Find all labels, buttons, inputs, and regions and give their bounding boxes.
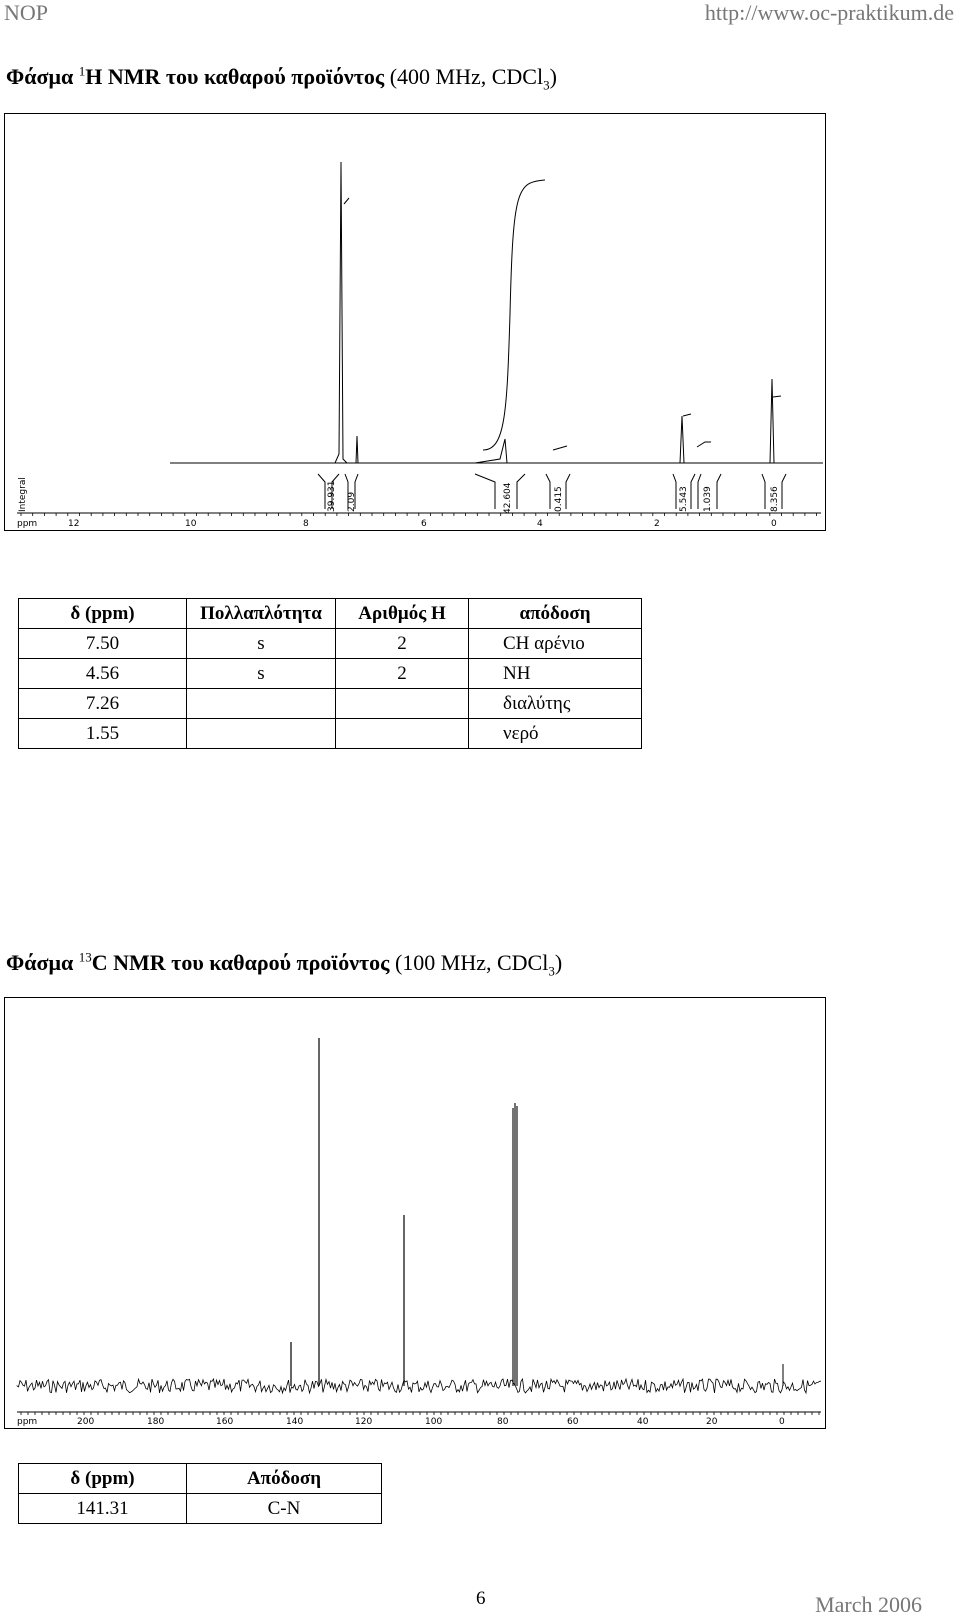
table-cell: CH αρένιο	[469, 629, 642, 659]
col-header-multiplicity: Πολλαπλότητα	[187, 599, 336, 629]
table-cell: s	[187, 629, 336, 659]
table-header-row	[19, 1464, 382, 1494]
table-cell: 2	[336, 659, 469, 689]
c-title-sub: 3	[548, 963, 555, 979]
spectrum-baseline-noise	[17, 1379, 821, 1393]
table-cell: NH	[469, 659, 642, 689]
h-title-close: )	[549, 64, 557, 89]
x-tick-label: 0	[779, 1417, 785, 1427]
c-title-close: )	[554, 950, 563, 975]
table-cell: 7.50	[19, 629, 187, 659]
table-cell: νερό	[469, 719, 642, 749]
integral-label: 42.604	[503, 482, 513, 514]
footer-date: March 2006	[815, 1592, 922, 1617]
h-title-suffix: (400 MHz, CDCl	[389, 64, 544, 89]
x-tick-label: 20	[706, 1417, 718, 1427]
col-header-shift: δ (ppm)	[19, 599, 187, 629]
integral-label: 1.039	[703, 486, 713, 512]
c-nmr-spectrum	[4, 997, 826, 1429]
table-cell: C-N	[187, 1494, 382, 1524]
x-tick-label: 160	[216, 1417, 234, 1427]
x-tick-label: 200	[77, 1417, 95, 1427]
integral-label: 0.415	[554, 486, 564, 512]
y-axis-label: Integral	[18, 477, 28, 512]
integral-label: 39.931	[327, 480, 337, 512]
c-title-prefix: Φάσμα	[6, 950, 74, 975]
h-title-prefix: Φάσμα	[6, 64, 74, 89]
col-header-count: Αριθμός H	[336, 599, 469, 629]
x-tick-label: 140	[286, 1417, 304, 1427]
table-cell: 7.26	[19, 689, 187, 719]
x-tick-label: 60	[567, 1417, 579, 1427]
table-cell: διαλύτης	[469, 689, 642, 719]
c-nmr-title	[6, 949, 563, 979]
x-tick-label: 0	[771, 519, 777, 529]
x-tick-label: 2	[654, 519, 660, 529]
x-tick-label: 4	[537, 519, 543, 529]
x-tick-label: 6	[421, 519, 427, 529]
page-number: 6	[476, 1588, 486, 1609]
h-nmr-title	[6, 63, 557, 93]
integral-label: 8.356	[770, 486, 780, 512]
table-header-row	[19, 599, 642, 629]
header-left: NOP	[4, 0, 49, 25]
x-tick-label: 40	[637, 1417, 649, 1427]
x-tick-label: 8	[303, 519, 309, 529]
c-title-sup: 13	[78, 949, 92, 965]
table-cell: 2	[336, 629, 469, 659]
table-cell	[187, 719, 336, 749]
table-row	[19, 629, 642, 659]
x-tick-label: 10	[185, 519, 197, 529]
h-nmr-table	[18, 598, 642, 749]
table-row	[19, 689, 642, 719]
c-title-suffix: (100 MHz, CDCl	[394, 950, 549, 975]
table-row	[19, 659, 642, 689]
col-header-shift: δ (ppm)	[19, 1464, 187, 1494]
h-title-nucleus: H NMR του καθαρού προϊόντος	[85, 64, 385, 89]
x-axis-label: ppm	[17, 1417, 38, 1427]
table-cell: 4.56	[19, 659, 187, 689]
header-url: http://www.oc-praktikum.de	[704, 0, 954, 25]
table-cell: 1.55	[19, 719, 187, 749]
integral-label: 5.543	[679, 486, 689, 512]
table-cell	[187, 689, 336, 719]
c-title-nucleus: C NMR του καθαρού προϊόντος	[91, 950, 390, 975]
x-tick-label: 12	[68, 519, 80, 529]
x-axis-label: ppm	[17, 519, 38, 529]
table-cell	[336, 719, 469, 749]
x-tick-label: 120	[355, 1417, 373, 1427]
x-tick-label: 80	[497, 1417, 509, 1427]
integral-label: 2.09	[347, 491, 357, 512]
h-title-sub: 3	[543, 77, 550, 93]
table-row	[19, 719, 642, 749]
c-nmr-table	[18, 1463, 382, 1524]
table-cell: s	[187, 659, 336, 689]
table-row	[19, 1494, 382, 1524]
col-header-assignment: απόδοση	[469, 599, 642, 629]
x-tick-label: 180	[147, 1417, 165, 1427]
col-header-assignment: Απόδοση	[187, 1464, 382, 1494]
table-cell	[336, 689, 469, 719]
h-title-sup: 1	[78, 63, 86, 79]
h-nmr-spectrum	[4, 113, 826, 531]
table-cell: 141.31	[19, 1494, 187, 1524]
x-tick-label: 100	[425, 1417, 443, 1427]
